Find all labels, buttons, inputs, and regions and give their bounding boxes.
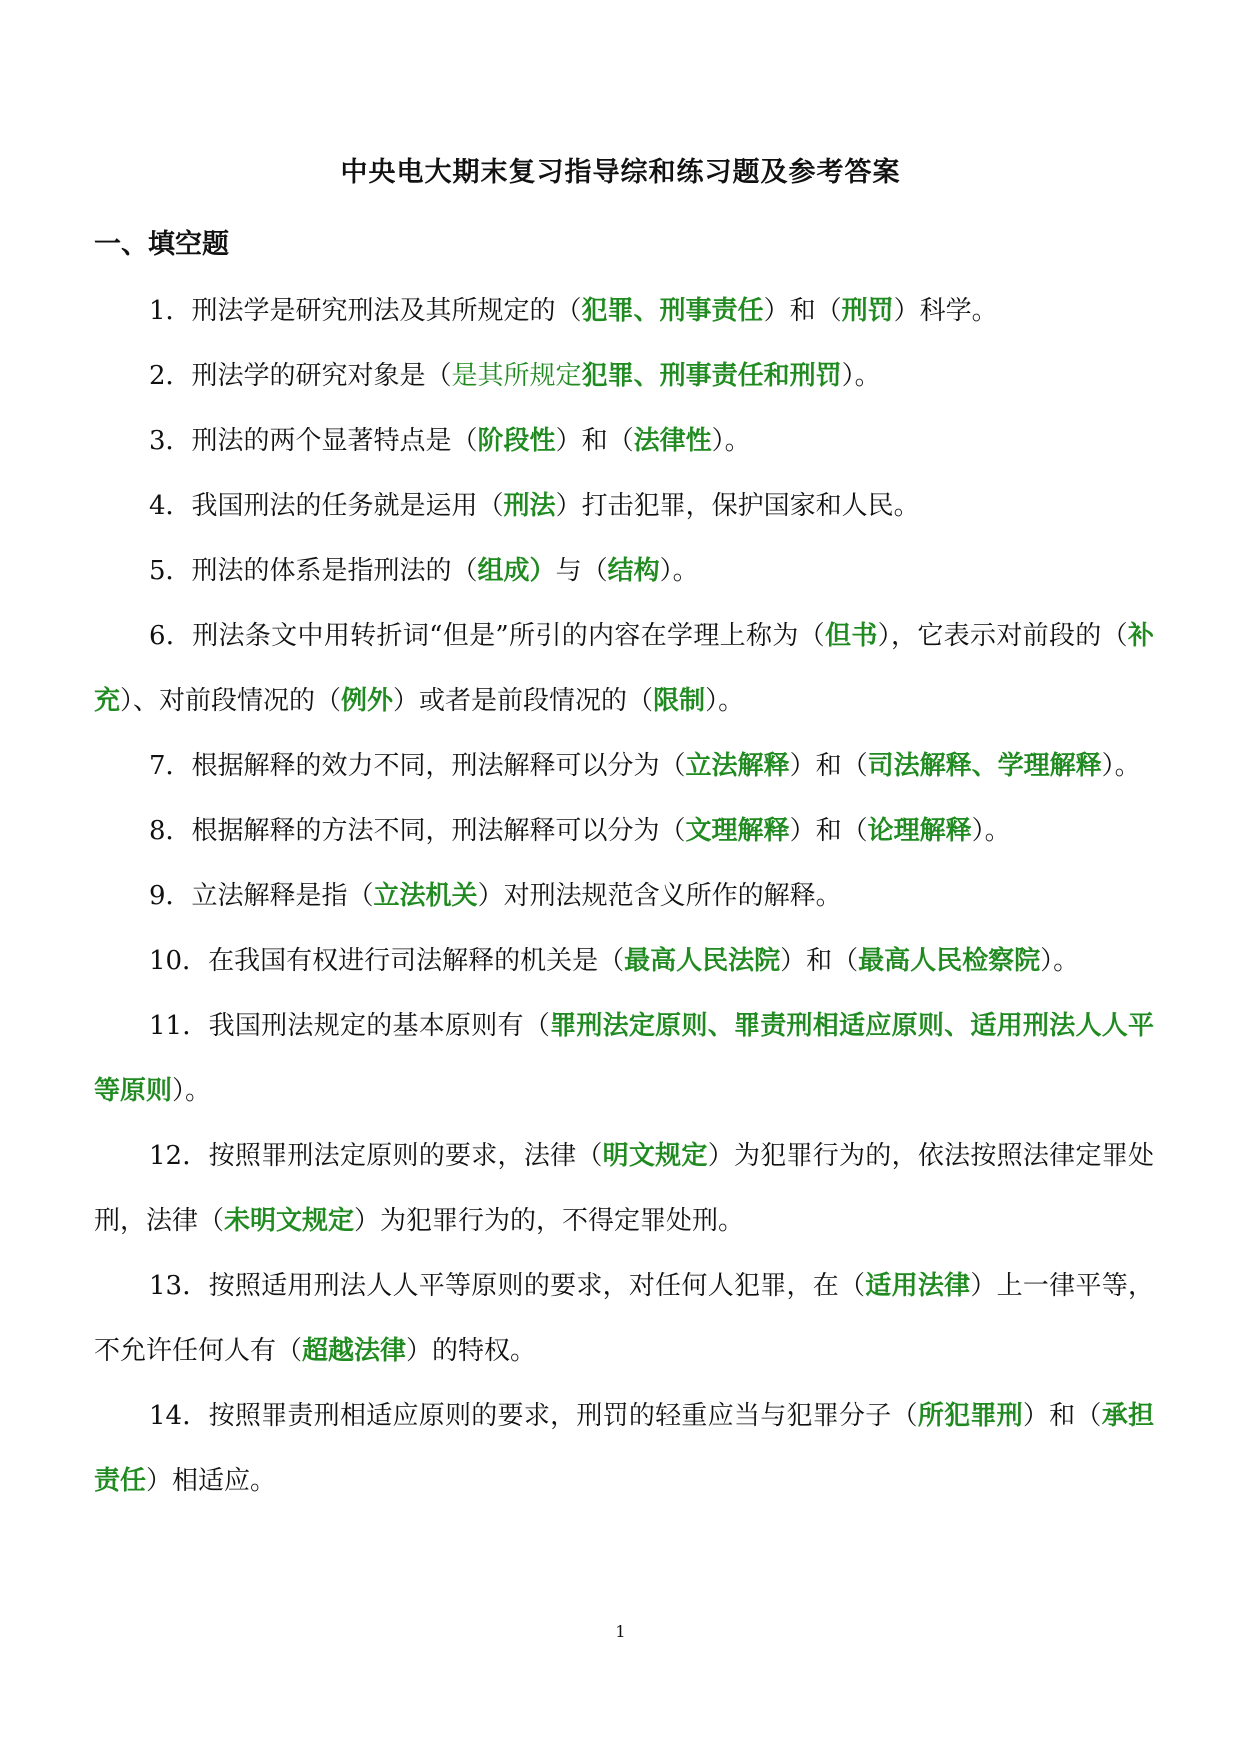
question-text: 9．立法解释是指（ — [149, 881, 374, 911]
answer-text: 立法机关 — [373, 881, 478, 911]
question-text: ）。 — [1101, 751, 1141, 781]
answer-text: 罪刑法定原则、罪责刑相适应原则、适用刑法人人平等原则 — [94, 1011, 1154, 1106]
question-text: 3．刑法的两个显著特点是（ — [149, 426, 478, 456]
answer-text: 补充 — [94, 621, 1154, 716]
question-text: ）科学。 — [893, 296, 998, 326]
question-text: ）和（ — [1022, 1401, 1102, 1431]
answer-text: 但书 — [825, 621, 878, 651]
question-item — [94, 409, 1154, 474]
question-text: ），它表示对前段的（ — [877, 621, 1128, 651]
question-text: 11．我国刑法规定的基本原则有（ — [149, 1011, 551, 1041]
question-item — [94, 1124, 1154, 1254]
question-item — [94, 604, 1154, 734]
question-text: ）上一律平等，不允许任何人有（ — [94, 1271, 1154, 1366]
question-text: 5．刑法的体系是指刑法的（ — [149, 556, 478, 586]
question-text: ）。 — [971, 816, 1011, 846]
question-item — [94, 734, 1154, 799]
question-item — [94, 864, 1154, 929]
question-text: ）的特权。 — [406, 1336, 537, 1366]
question-text: 12．按照罪刑法定原则的要求，法律（ — [149, 1141, 603, 1171]
answer-text: 论理解释 — [867, 816, 972, 846]
question-text: ）和（ — [789, 816, 868, 846]
section-heading: 一、填空题 — [94, 229, 229, 260]
answer-text: 最高人民检察院 — [858, 946, 1041, 976]
question-item — [94, 1254, 1154, 1384]
answer-text: 文理解释 — [685, 816, 790, 846]
document-title: 中央电大期末复习指导综和练习题及参考答案 — [340, 157, 901, 188]
question-text: ）。 — [1040, 946, 1080, 976]
question-item — [94, 279, 1154, 344]
answer-text: 明文规定 — [602, 1141, 708, 1171]
answer-text: 是其所规定 — [451, 361, 582, 391]
question-text: ）为犯罪行为的，依法按照法律定罪处刑，法律（ — [94, 1141, 1154, 1236]
question-item — [94, 994, 1154, 1124]
answer-text: 阶段性 — [477, 426, 556, 456]
answer-text: 立法解释 — [685, 751, 790, 781]
question-text: ）和（ — [789, 751, 868, 781]
answer-text: 限制 — [653, 686, 706, 716]
question-item — [94, 344, 1154, 409]
question-text: ）、对前段情况的（ — [120, 686, 342, 716]
question-text: ）或者是前段情况的（ — [393, 686, 654, 716]
question-item — [94, 799, 1154, 864]
question-text: ）。 — [841, 361, 881, 391]
question-text: ）和（ — [780, 946, 859, 976]
question-text: ）对刑法规范含义所作的解释。 — [477, 881, 842, 911]
answer-text: 适用法律 — [865, 1271, 971, 1301]
answer-text: 所犯罪刑 — [917, 1401, 1023, 1431]
question-text: ）打击犯罪，保护国家和人民。 — [555, 491, 920, 521]
question-item — [94, 539, 1154, 604]
answer-text: 承担责任 — [94, 1401, 1154, 1496]
question-text: ）。 — [705, 686, 745, 716]
answer-text: 结构 — [607, 556, 660, 586]
question-text: 2．刑法学的研究对象是（ — [149, 361, 452, 391]
question-text: 8．根据解释的方法不同，刑法解释可以分为（ — [149, 816, 686, 846]
answer-text: 最高人民法院 — [624, 946, 781, 976]
question-text: ）相适应。 — [146, 1466, 277, 1496]
question-text: ）。 — [659, 556, 699, 586]
question-text: 7．根据解释的效力不同，刑法解释可以分为（ — [149, 751, 686, 781]
question-text: 4．我国刑法的任务就是运用（ — [149, 491, 504, 521]
answer-text: 犯罪、刑事责任 — [581, 296, 764, 326]
answer-text: 组成） — [477, 556, 556, 586]
answer-text: 刑罚 — [841, 296, 894, 326]
question-list — [94, 279, 1154, 1514]
answer-text: 司法解释、学理解释 — [867, 751, 1102, 781]
answer-text: 刑法 — [503, 491, 556, 521]
question-text: 与（ — [555, 556, 608, 586]
answer-text: 未明文规定 — [224, 1206, 355, 1236]
question-item — [94, 474, 1154, 539]
answer-text: 犯罪、刑事责任和刑罚 — [581, 361, 842, 391]
question-text: ）和（ — [763, 296, 842, 326]
question-text: ）。 — [172, 1076, 212, 1106]
question-text: 14．按照罪责刑相适应原则的要求，刑罚的轻重应当与犯罪分子（ — [149, 1401, 918, 1431]
question-text: ）。 — [711, 426, 751, 456]
question-text: 1．刑法学是研究刑法及其所规定的（ — [149, 296, 582, 326]
answer-text: 超越法律 — [302, 1336, 407, 1366]
question-text: ）为犯罪行为的，不得定罪处刑。 — [354, 1206, 745, 1236]
question-text: 6．刑法条文中用转折词“但是”所引的内容在学理上称为（ — [149, 621, 825, 651]
question-text: 13．按照适用刑法人人平等原则的要求，对任何人犯罪，在（ — [149, 1271, 866, 1301]
question-text: ）和（ — [555, 426, 634, 456]
answer-text: 法律性 — [633, 426, 712, 456]
answer-text: 例外 — [341, 686, 394, 716]
page-number: 1 — [615, 1622, 626, 1641]
question-item — [94, 1384, 1154, 1514]
question-item — [94, 929, 1154, 994]
question-text: 10．在我国有权进行司法解释的机关是（ — [149, 946, 625, 976]
